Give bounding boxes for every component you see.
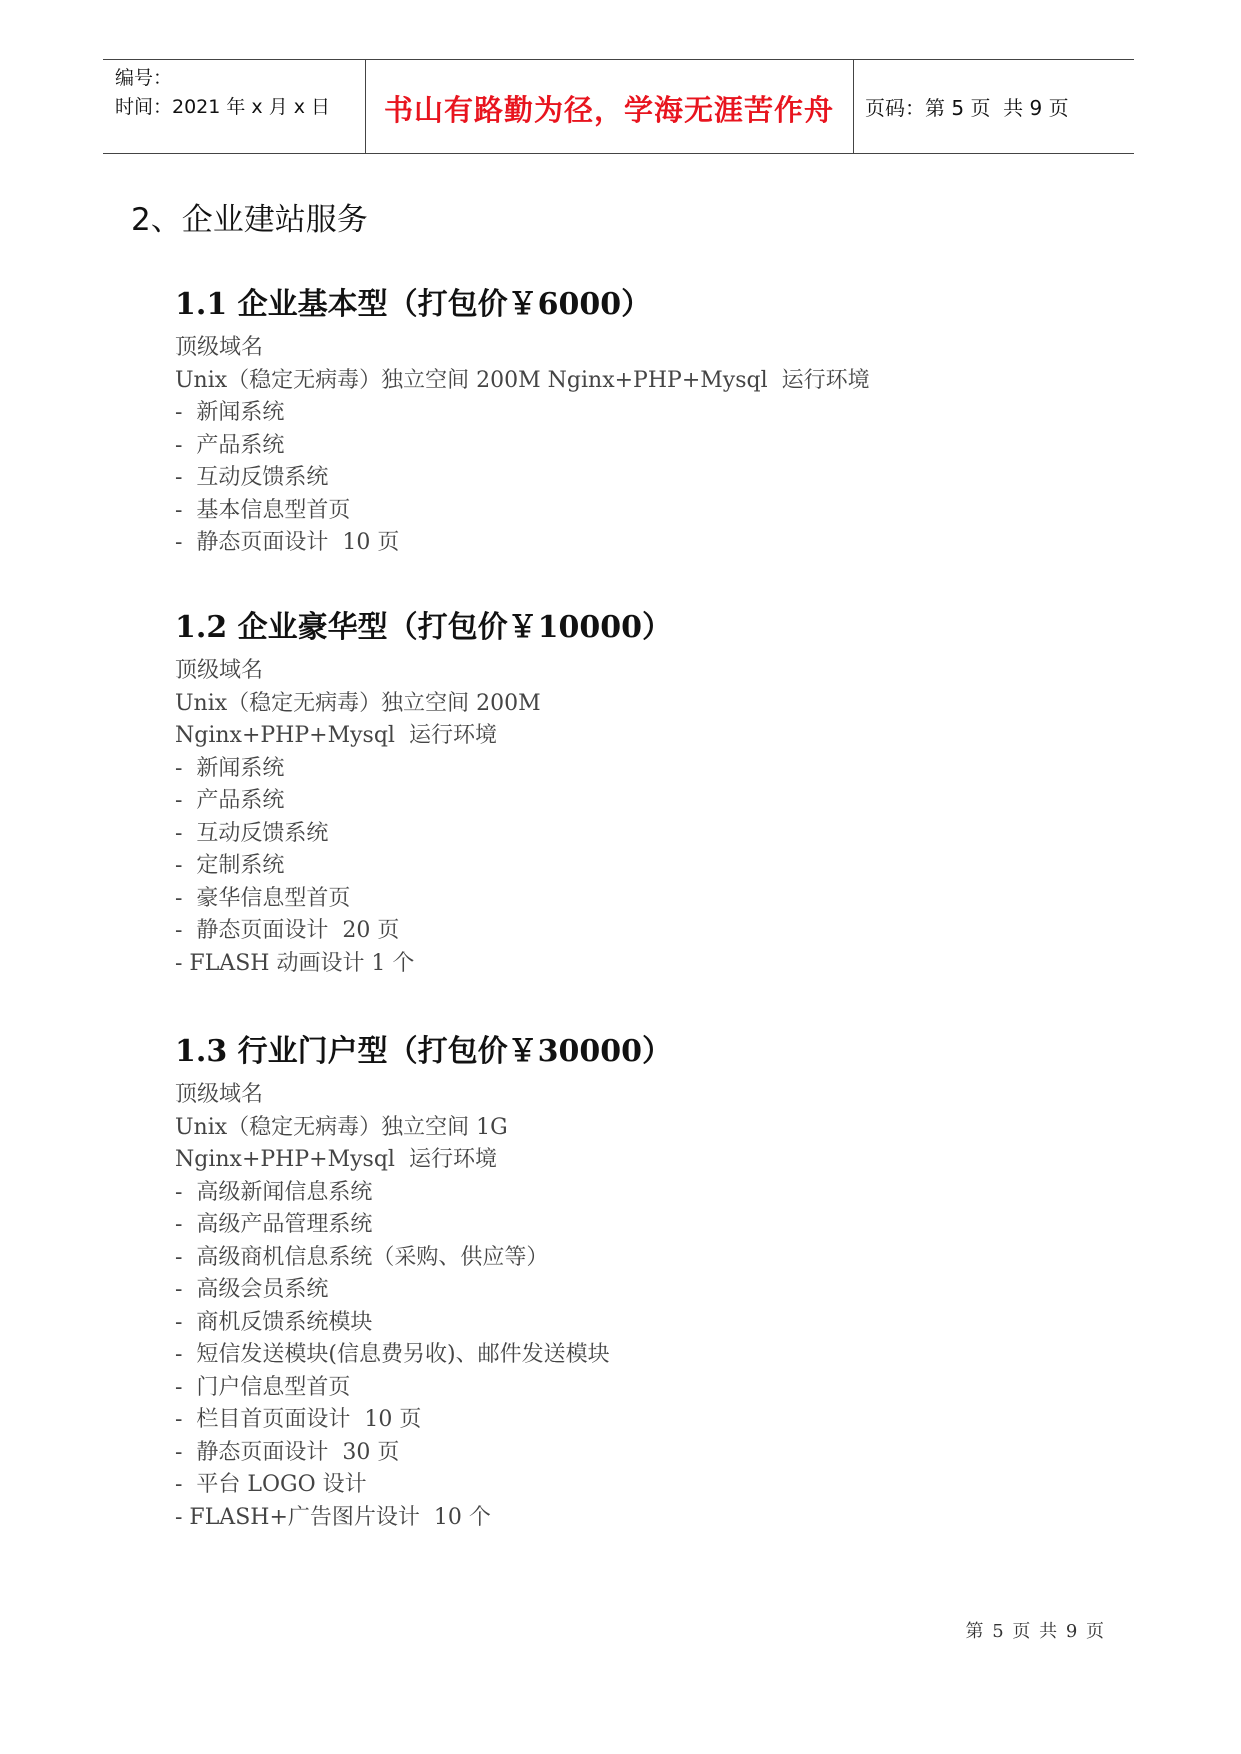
header-page-number: 页码：第 5 页 共 9 页 <box>865 96 1069 120</box>
package-feature: 顶级域名 <box>175 335 264 360</box>
document-number-label: 编号： <box>115 67 173 89</box>
package-feature: - 栏目首页面设计 10 页 <box>175 1407 422 1432</box>
package-feature: - 平台 LOGO 设计 <box>175 1472 367 1497</box>
document-time-label: 时间：2021 年 x 月 x 日 <box>115 96 331 118</box>
header-meta <box>115 64 330 122</box>
package-feature: - 产品系统 <box>175 788 285 813</box>
page-footer: 第 5 页 共 9 页 <box>965 1621 1104 1642</box>
package-feature: - 高级产品管理系统 <box>175 1212 373 1237</box>
package-feature: - 商机反馈系统模块 <box>175 1309 373 1335</box>
package-feature: - FLASH 动画设计 1 个 <box>175 950 415 976</box>
package-feature: - 静态页面设计 30 页 <box>175 1439 400 1465</box>
package-feature: - 新闻系统 <box>175 755 285 781</box>
package-feature: - 高级新闻信息系统 <box>175 1179 373 1205</box>
package-deluxe <box>175 608 672 980</box>
package-feature: - 基本信息型首页 <box>175 497 351 523</box>
package-feature: - 新闻系统 <box>175 400 285 425</box>
page-header <box>103 59 1134 154</box>
package-feature: - 短信发送模块(信息费另收)、邮件发送模块 <box>175 1342 610 1367</box>
package-feature: Unix（稳定无病毒）独立空间 200M Nginx+PHP+Mysql 运行环境 <box>175 367 870 393</box>
package-feature: - FLASH+广告图片设计 10 个 <box>175 1504 491 1530</box>
package-feature: - 门户信息型首页 <box>175 1374 351 1400</box>
section-title: 2、企业建站服务 <box>131 202 368 238</box>
package-feature: Nginx+PHP+Mysql 运行环境 <box>175 1147 497 1172</box>
package-feature: 顶级域名 <box>175 1082 264 1107</box>
package-title: 1.3 行业门户型（打包价￥30000） <box>175 1034 673 1069</box>
package-title: 1.2 企业豪华型（打包价￥10000） <box>175 610 673 645</box>
header-motto: 书山有路勤为径，学海无涯苦作舟 <box>383 93 834 127</box>
package-feature: Unix（稳定无病毒）独立空间 1G <box>175 1114 508 1140</box>
package-feature: - 高级会员系统 <box>175 1277 329 1302</box>
package-feature: 顶级域名 <box>175 658 264 683</box>
package-feature: Nginx+PHP+Mysql 运行环境 <box>175 723 497 748</box>
package-title: 1.1 企业基本型（打包价￥6000） <box>175 287 652 322</box>
package-feature: - 定制系统 <box>175 853 285 878</box>
package-portal <box>175 1032 672 1534</box>
package-feature: - 互动反馈系统 <box>175 465 329 490</box>
header-divider <box>853 60 854 153</box>
package-feature: - 豪华信息型首页 <box>175 885 351 911</box>
package-feature: - 产品系统 <box>175 432 285 458</box>
package-feature: - 互动反馈系统 <box>175 820 329 846</box>
package-feature: - 静态页面设计 10 页 <box>175 530 400 555</box>
package-basic <box>175 285 870 560</box>
package-feature: - 静态页面设计 20 页 <box>175 918 400 943</box>
package-feature: - 高级商机信息系统（采购、供应等） <box>175 1244 549 1270</box>
package-feature: Unix（稳定无病毒）独立空间 200M <box>175 690 541 716</box>
